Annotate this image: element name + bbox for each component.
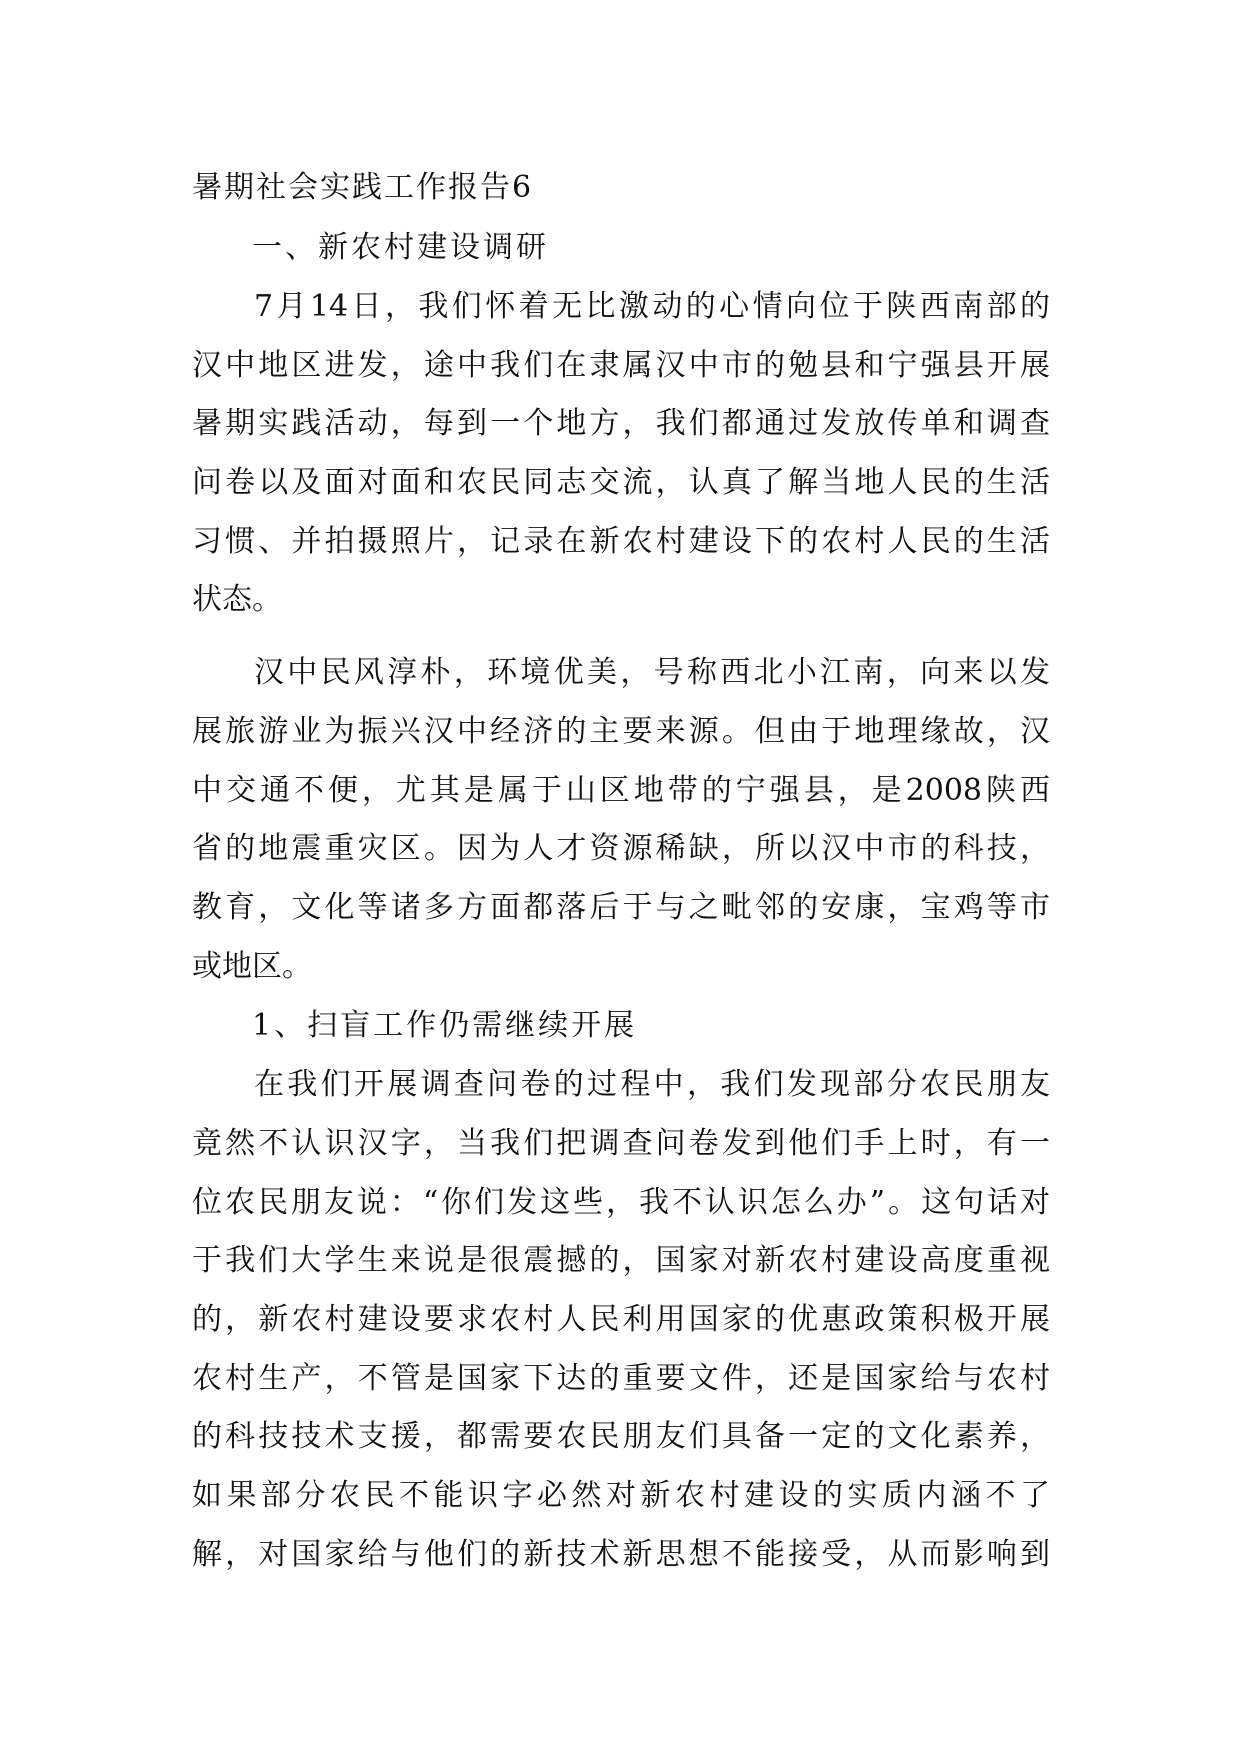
paragraph-spacer — [192, 630, 1050, 644]
document-title: 暑期社会实践工作报告6 — [192, 170, 534, 205]
text-line: 汉中地区进发，途中我们在隶属汉中市的勉县和宁强县开展 — [192, 347, 1050, 383]
text-line: 的，新农村建设要求农村人民利用国家的优惠政策积极开展 — [192, 1302, 1050, 1337]
text-line: 如果部分农民不能识字必然对新农村建设的实质内涵不了 — [192, 1478, 1050, 1514]
text-line: 汉中民风淳朴，环境优美，号称西北小江南，向来以发 — [254, 655, 1050, 691]
text-line: 展旅游业为振兴汉中经济的主要来源。但由于地理缘故，汉 — [192, 713, 1050, 749]
text-line: 习惯、并拍摄照片，记录在新农村建设下的农村人民的生活 — [192, 523, 1050, 559]
text-line: 于我们大学生来说是很震撼的，国家对新农村建设高度重视 — [192, 1243, 1050, 1279]
subheading: 1、扫盲工作仍需继续开展 — [252, 1008, 638, 1044]
text-line: 问卷以及面对面和农民同志交流，认真了解当地人民的生活 — [192, 465, 1050, 501]
text-line: 中交通不便，尤其是属于山区地带的宁强县，是2008陕西 — [192, 772, 1050, 808]
paragraph-1 — [192, 278, 1050, 630]
text-line: 教育，文化等诸多方面都落后于与之毗邻的安康，宝鸡等市 — [192, 889, 1050, 925]
text-line: 农村生产，不管是国家下达的重要文件，还是国家给与农村 — [192, 1360, 1050, 1396]
text-line: 在我们开展调查问卷的过程中，我们发现部分农民朋友 — [254, 1067, 1050, 1103]
text-line: 7月14日，我们怀着无比激动的心情向位于陕西南部的 — [254, 289, 1050, 324]
paragraph-3 — [192, 1056, 1050, 1584]
text-line: 状态。 — [192, 582, 282, 618]
text-line: 省的地震重灾区。因为人才资源稀缺，所以汉中市的科技， — [192, 831, 1050, 867]
text-line: 竟然不认识汉字，当我们把调查问卷发到他们手上时，有一 — [192, 1125, 1050, 1161]
document-page — [192, 158, 1050, 1584]
text-line: 暑期实践活动，每到一个地方，我们都通过发放传单和调查 — [192, 406, 1050, 442]
paragraph-2 — [192, 644, 1050, 996]
text-line: 位农民朋友说：“你们发这些，我不认识怎么办”。这句话对 — [192, 1184, 1050, 1220]
section-heading: 一、新农村建设调研 — [252, 230, 549, 265]
text-line: 或地区。 — [192, 948, 312, 984]
text-line: 解，对国家给与他们的新技术新思想不能接受，从而影响到 — [192, 1536, 1050, 1572]
text-line: 的科技技术支援，都需要农民朋友们具备一定的文化素养， — [192, 1419, 1050, 1455]
